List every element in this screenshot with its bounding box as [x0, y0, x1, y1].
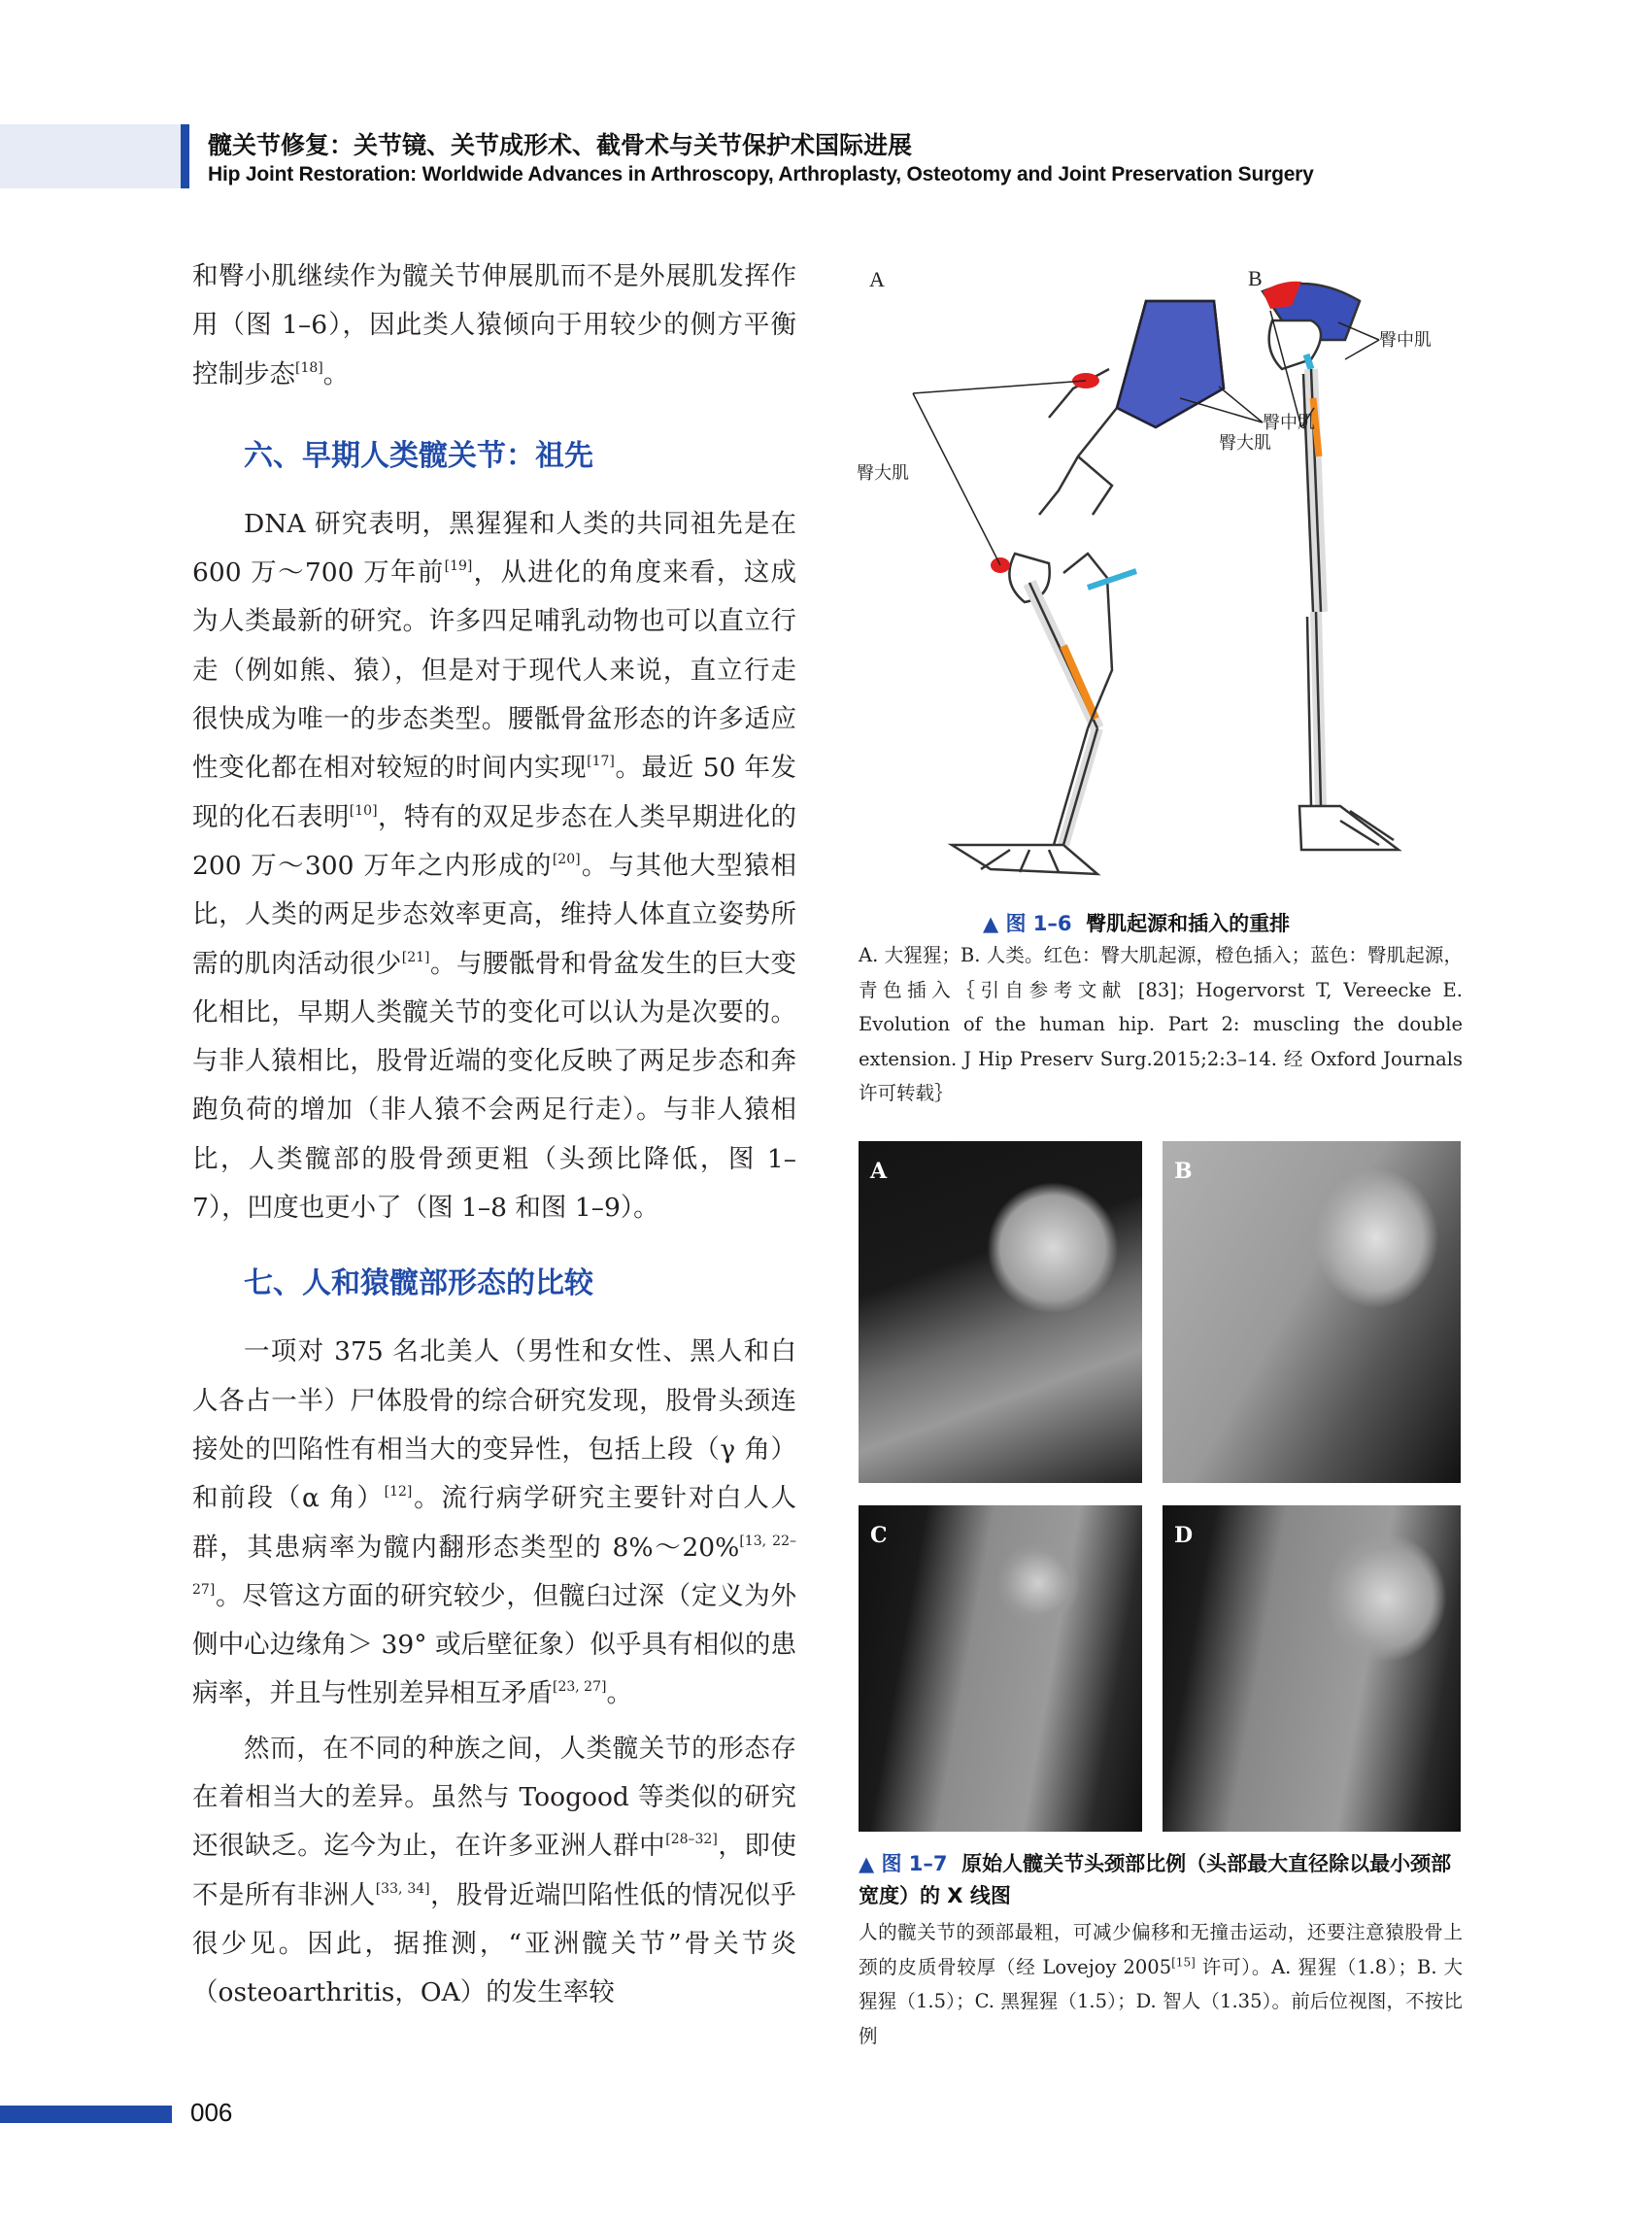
- panel-label-a: A: [869, 267, 885, 291]
- human-skeleton: [1263, 282, 1399, 850]
- footer-accent-bar: [0, 2106, 172, 2123]
- book-title-english: Hip Joint Restoration: Worldwide Advances in Arthroscopy, Arthroplasty, Osteotomy and Joint Preservation Surgery: [208, 163, 1314, 185]
- page-number: 006: [190, 2098, 233, 2127]
- section-heading-morphology-comparison: 七、人和猿髋部形态的比较: [244, 1266, 593, 1301]
- xray-panel-orangutan: A: [859, 1141, 1142, 1483]
- figure-gluteal-muscles-diagram: [855, 262, 1467, 884]
- header-accent-bar: [181, 124, 189, 188]
- xray-panel-gorilla: B: [1163, 1141, 1461, 1483]
- figure-1-6-caption-title: ▲ 图 1–6 臀肌起源和插入的重排: [983, 912, 1291, 935]
- paragraph-continuation: 和臀小肌继续作为髋关节伸展肌而不是外展肌发挥作用（图 1–6），因此类人猿倾向于用较少的侧方平衡控制步态[18]。: [192, 261, 796, 389]
- label-gluteus-maximus-a: 臀大肌: [857, 463, 909, 484]
- paragraph-ethnic-differences: 然而，在不同的种族之间，人类髋关节的形态存在着相当大的差异。虽然与 Toogood 等类似的研究还很缺乏。迄今为止，在许多亚洲人群中[28–32]，即使不是所有非洲人[33, 34]，股骨近端凹陷性低的情况似乎很少见。因此，据推测，“亚洲髋关节”骨关节炎（osteoarthritis，OA）的发生率较: [192, 1733, 797, 2008]
- label-gluteus-medius-b: 臀中肌: [1379, 330, 1432, 351]
- xray-panel-chimpanzee: C: [859, 1505, 1142, 1832]
- figure-1-7-caption-body: 人的髋关节的颈部最粗，可减少偏移和无撞击运动，还要注意猿股骨上颈的皮质骨较厚（经 Lovejoy 2005[15] 许可）。A. 猩猩（1.8）；B. 大猩猩（1.5）；C. 黑猩猩（1.5）；D. 智人（1.35）。前后位视图，不按比例: [859, 1921, 1463, 2047]
- label-gluteus-medius-a: 臀中肌: [1263, 413, 1315, 433]
- main-text-column: [192, 253, 796, 2018]
- paragraph-north-american-study: 一项对 375 名北美人（男性和女性、黑人和白人各占一半）尸体股骨的综合研究发现，股骨头颈连接处的凹陷性有相当大的变异性，包括上段（γ 角）和前段（α 角）[12]。流行病学研究主要针对白人人群，其患病率为髋内翻形态类型的 8%～20%[13, 22–27]。尽管这方面的研究较少，但髋臼过深（定义为外侧中心边缘角＞ 39° 或后壁征象）似乎具有相似的患病率，并且与性别差异相互矛盾[23, 27]。: [192, 1336, 797, 1709]
- book-title-chinese: 髋关节修复：关节镜、关节成形术、截骨术与关节保护术国际进展: [208, 131, 913, 159]
- paragraph-evolution: DNA 研究表明，黑猩猩和人类的共同祖先是在 600 万～700 万年前[19]，从进化的角度来看，这成为人类最新的研究。许多四足哺乳动物也可以直立行走（例如熊、猿），但是对于现代人来说，直立行走很快成为唯一的步态类型。腰骶骨盆形态的许多适应性变化都在相对较短的时间内实现[17]。最近 50 年发现的化石表明[10]，特有的双足步态在人类早期进化的 200 万～300 万年之内形成的[20]。与其他大型猿相比，人类的两足步态效率更高，维持人体直立姿势所需的肌肉活动很少[21]。与腰骶骨和骨盆发生的巨大变化相比，早期人类髋关节的变化可以认为是次要的。与非人猿相比，股骨近端的变化反映了两足步态和奔跑负荷的增加（非人猿不会两足行走）。与非人猿相比，人类髋部的股骨颈更粗（头颈比降低，图 1–7），凹度也更小了（图 1–8 和图 1–9）。: [192, 508, 797, 1224]
- section-heading-early-human-hip: 六、早期人类髋关节：祖先: [244, 438, 593, 473]
- figure-1-7-caption-title: ▲ 图 1–7 原始人髋关节头颈部比例（头部最大直径除以最小颈部宽度）的 X 线图: [859, 1852, 1452, 1907]
- header-band: [0, 124, 181, 188]
- figure-1-6-caption-body: A. 大猩猩；B. 人类。红色：臀大肌起源，橙色插入；蓝色：臀肌起源，青色插入｛引自参考文献 [83]；Hogervorst T, Vereecke E. Evolution of the human hip. Part 2: muscling the double extension. J Hip Preserv Surg.2015;2:3–14. 经 Oxford Journals 许可转载｝: [859, 944, 1463, 1104]
- panel-label-b: B: [1248, 266, 1263, 290]
- xray-panel-homo-sapiens: D: [1163, 1505, 1461, 1832]
- label-gluteus-maximus-b: 臀大肌: [1219, 433, 1271, 454]
